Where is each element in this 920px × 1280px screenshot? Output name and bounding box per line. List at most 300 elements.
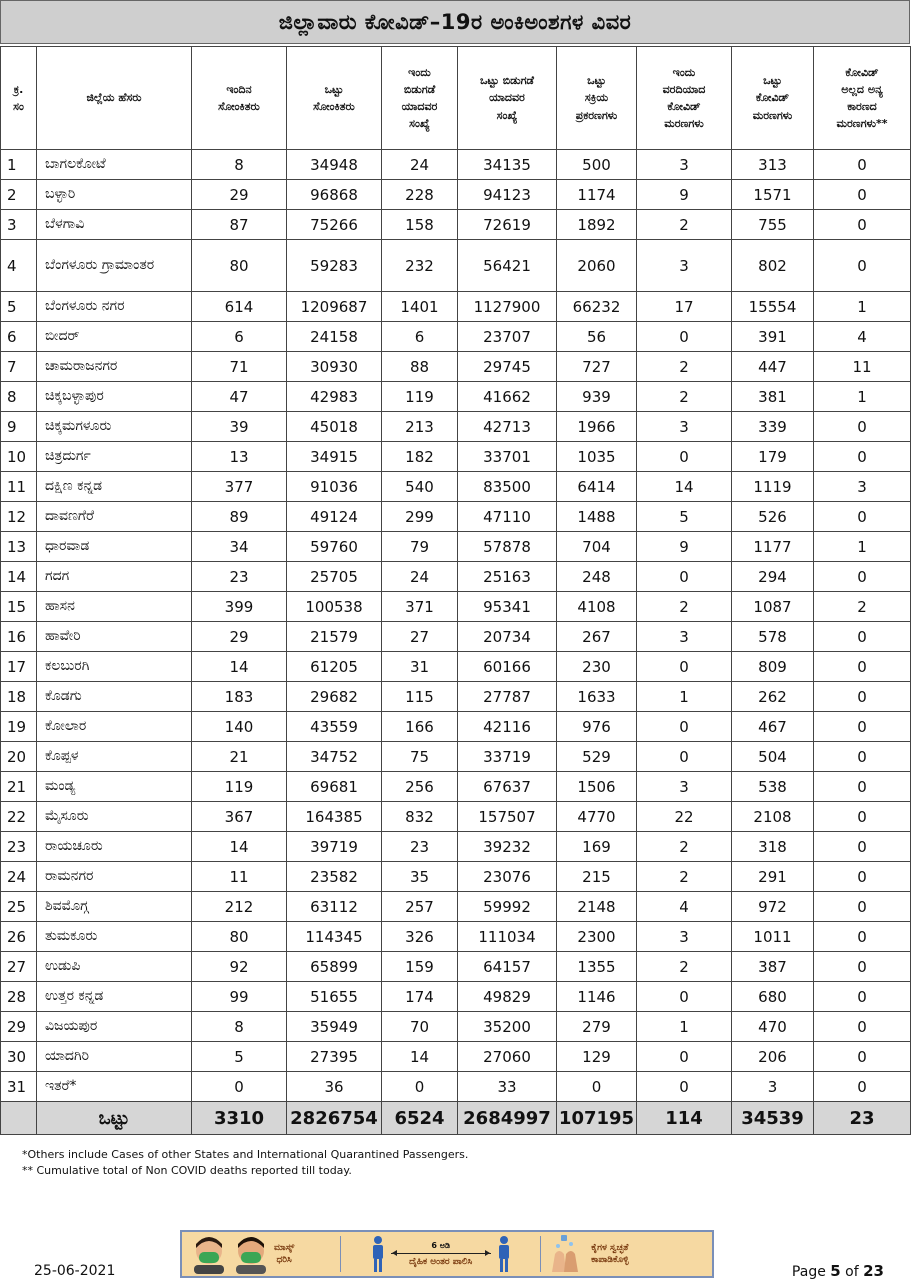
cell-total-discharged: 72619 <box>458 210 557 240</box>
cell-total-deaths: 318 <box>732 832 814 862</box>
person-icon <box>371 1235 385 1273</box>
header-line: ಇಂದು <box>672 65 696 79</box>
cell-today-cases: 89 <box>192 502 287 532</box>
cell-total-discharged: 27060 <box>458 1042 557 1072</box>
cell-district-name: ರಾಮನಗರ <box>37 862 192 892</box>
cell-serial: 31 <box>1 1072 37 1102</box>
cell-total-discharged: 47110 <box>458 502 557 532</box>
totals-label: ಒಟ್ಟು <box>37 1102 192 1135</box>
cell-today-cases: 13 <box>192 442 287 472</box>
cell-total-discharged: 29745 <box>458 352 557 382</box>
masked-face-icon-2 <box>232 1234 270 1274</box>
cell-total-cases: 45018 <box>287 412 382 442</box>
cell-total-cases: 23582 <box>287 862 382 892</box>
cell-today-deaths: 5 <box>637 502 732 532</box>
cell-district-name: ಚಿತ್ರದುರ್ಗ <box>37 442 192 472</box>
cell-total-discharged: 67637 <box>458 772 557 802</box>
cell-today-deaths: 2 <box>637 862 732 892</box>
cell-non-covid-deaths: 3 <box>814 472 911 502</box>
cell-district-name: ಮಂಡ್ಯ <box>37 772 192 802</box>
cell-active-cases: 1146 <box>557 982 637 1012</box>
cell-non-covid-deaths: 0 <box>814 562 911 592</box>
cell-total-discharged: 64157 <box>458 952 557 982</box>
total-today-deaths: 114 <box>637 1102 732 1135</box>
cell-district-name: ಬಾಗಲಕೋಟೆ <box>37 150 192 180</box>
table-row <box>1 382 911 412</box>
header-today-cases <box>192 47 287 150</box>
cell-non-covid-deaths: 0 <box>814 240 911 292</box>
cell-today-discharged: 213 <box>382 412 458 442</box>
cell-total-cases: 42983 <box>287 382 382 412</box>
header-line: ಪ್ರಕರಣಗಳು <box>575 108 618 122</box>
cell-today-deaths: 0 <box>637 982 732 1012</box>
cell-today-discharged: 24 <box>382 150 458 180</box>
cell-total-deaths: 391 <box>732 322 814 352</box>
cell-today-discharged: 326 <box>382 922 458 952</box>
total-total-discharged: 2684997 <box>458 1102 557 1135</box>
cell-serial: 19 <box>1 712 37 742</box>
cell-serial: 16 <box>1 622 37 652</box>
cell-district-name: ಬೆಂಗಳೂರು ಗ್ರಾಮಾಂತರ <box>37 240 192 292</box>
cell-total-cases: 34915 <box>287 442 382 472</box>
cell-total-deaths: 578 <box>732 622 814 652</box>
cell-today-cases: 99 <box>192 982 287 1012</box>
cell-serial: 21 <box>1 772 37 802</box>
page-number: Page 5 of 23 <box>791 1262 884 1280</box>
cell-district-name: ಚಿಕ್ಕಬಳ್ಳಾಪುರ <box>37 382 192 412</box>
cell-today-discharged: 6 <box>382 322 458 352</box>
cell-active-cases: 1633 <box>557 682 637 712</box>
cell-total-discharged: 94123 <box>458 180 557 210</box>
cell-today-discharged: 75 <box>382 742 458 772</box>
cell-today-cases: 367 <box>192 802 287 832</box>
cell-today-deaths: 2 <box>637 382 732 412</box>
cell-non-covid-deaths: 1 <box>814 532 911 562</box>
distance-section <box>341 1232 540 1276</box>
cell-active-cases: 1174 <box>557 180 637 210</box>
cell-today-deaths: 3 <box>637 622 732 652</box>
cell-district-name: ಹಾಸನ <box>37 592 192 622</box>
cell-total-deaths: 467 <box>732 712 814 742</box>
header-line: ಅಲ್ಲದ ಅನ್ಯ <box>841 82 883 96</box>
cell-non-covid-deaths: 0 <box>814 742 911 772</box>
cell-today-discharged: 228 <box>382 180 458 210</box>
cell-total-deaths: 294 <box>732 562 814 592</box>
cell-today-deaths: 2 <box>637 952 732 982</box>
header-line: ಕೋವಿಡ್ <box>845 65 879 79</box>
masked-face-icon <box>190 1234 228 1274</box>
cell-serial: 18 <box>1 682 37 712</box>
cell-total-discharged: 25163 <box>458 562 557 592</box>
cell-active-cases: 129 <box>557 1042 637 1072</box>
cell-active-cases: 727 <box>557 352 637 382</box>
cell-today-deaths: 3 <box>637 150 732 180</box>
cell-today-deaths: 0 <box>637 712 732 742</box>
table-row <box>1 652 911 682</box>
cell-today-deaths: 1 <box>637 682 732 712</box>
cell-today-cases: 6 <box>192 322 287 352</box>
cell-total-cases: 35949 <box>287 1012 382 1042</box>
header-line: ಇಂದಿನ <box>226 82 252 96</box>
double-arrow-icon <box>391 1253 491 1254</box>
cell-serial: 15 <box>1 592 37 622</box>
cell-total-cases: 114345 <box>287 922 382 952</box>
cell-active-cases: 1892 <box>557 210 637 240</box>
cell-serial: 3 <box>1 210 37 240</box>
cell-total-cases: 1209687 <box>287 292 382 322</box>
header-line: ಮರಣಗಳು <box>664 117 704 131</box>
mask-section <box>182 1232 340 1276</box>
cell-today-cases: 34 <box>192 532 287 562</box>
cell-non-covid-deaths: 1 <box>814 292 911 322</box>
header-line: ಸಂಖ್ಯೆ <box>409 117 430 131</box>
cell-total-cases: 61205 <box>287 652 382 682</box>
total-total-cases: 2826754 <box>287 1102 382 1135</box>
cell-serial: 9 <box>1 412 37 442</box>
table-row <box>1 292 911 322</box>
cell-total-discharged: 23076 <box>458 862 557 892</box>
cell-today-deaths: 3 <box>637 240 732 292</box>
cell-active-cases: 4770 <box>557 802 637 832</box>
header-line: ಒಟ್ಟು <box>587 74 606 88</box>
cell-serial: 25 <box>1 892 37 922</box>
cell-total-deaths: 972 <box>732 892 814 922</box>
cell-district-name: ಯಾದಗಿರಿ <box>37 1042 192 1072</box>
cell-active-cases: 1966 <box>557 412 637 442</box>
total-today-cases: 3310 <box>192 1102 287 1135</box>
cell-district-name: ಚಿಕ್ಕಮಗಳೂರು <box>37 412 192 442</box>
table-row <box>1 472 911 502</box>
cell-today-cases: 0 <box>192 1072 287 1102</box>
cell-today-discharged: 182 <box>382 442 458 472</box>
table-row <box>1 412 911 442</box>
cell-today-cases: 71 <box>192 352 287 382</box>
cell-district-name: ಉತ್ತರ ಕನ್ನಡ <box>37 982 192 1012</box>
cell-total-deaths: 1087 <box>732 592 814 622</box>
cell-today-cases: 92 <box>192 952 287 982</box>
cell-total-discharged: 33719 <box>458 742 557 772</box>
cell-total-discharged: 20734 <box>458 622 557 652</box>
table-row <box>1 442 911 472</box>
table-row <box>1 802 911 832</box>
cell-serial: 11 <box>1 472 37 502</box>
header-line: ಕ್ರ. <box>13 82 24 96</box>
cell-today-discharged: 832 <box>382 802 458 832</box>
cell-district-name: ಶಿವಮೊಗ್ಗ <box>37 892 192 922</box>
cell-today-cases: 5 <box>192 1042 287 1072</box>
distance-text: ದೈಹಿಕ ಅಂತರ ಪಾಲಿಸಿ <box>409 1256 473 1267</box>
cell-total-cases: 49124 <box>287 502 382 532</box>
cell-today-discharged: 23 <box>382 832 458 862</box>
cell-district-name: ಗದಗ <box>37 562 192 592</box>
cell-active-cases: 976 <box>557 712 637 742</box>
cell-today-discharged: 174 <box>382 982 458 1012</box>
cell-active-cases: 248 <box>557 562 637 592</box>
cell-today-deaths: 0 <box>637 1042 732 1072</box>
cell-total-discharged: 27787 <box>458 682 557 712</box>
cell-today-discharged: 24 <box>382 562 458 592</box>
table-row <box>1 682 911 712</box>
cell-active-cases: 279 <box>557 1012 637 1042</box>
cell-today-deaths: 2 <box>637 352 732 382</box>
cell-non-covid-deaths: 0 <box>814 442 911 472</box>
table-row <box>1 150 911 180</box>
header-line: ಒಟ್ಟು <box>763 74 782 88</box>
cell-district-name: ಬಳ್ಳಾರಿ <box>37 180 192 210</box>
cell-serial: 13 <box>1 532 37 562</box>
footnotes <box>22 1147 468 1179</box>
table-row <box>1 862 911 892</box>
cell-total-deaths: 809 <box>732 652 814 682</box>
cell-serial: 17 <box>1 652 37 682</box>
cell-total-deaths: 387 <box>732 952 814 982</box>
cell-total-cases: 43559 <box>287 712 382 742</box>
table-row <box>1 180 911 210</box>
table-row <box>1 1042 911 1072</box>
cell-today-cases: 14 <box>192 832 287 862</box>
cell-today-discharged: 159 <box>382 952 458 982</box>
cell-today-discharged: 158 <box>382 210 458 240</box>
cell-today-cases: 39 <box>192 412 287 442</box>
cell-non-covid-deaths: 11 <box>814 352 911 382</box>
cell-serial: 14 <box>1 562 37 592</box>
cell-today-deaths: 1 <box>637 1012 732 1042</box>
cell-total-discharged: 83500 <box>458 472 557 502</box>
cell-today-deaths: 22 <box>637 802 732 832</box>
cell-today-cases: 140 <box>192 712 287 742</box>
cell-district-name: ವಿಜಯಪುರ <box>37 1012 192 1042</box>
table-row <box>1 532 911 562</box>
cell-serial: 10 <box>1 442 37 472</box>
cell-total-discharged: 33701 <box>458 442 557 472</box>
cell-today-cases: 399 <box>192 592 287 622</box>
cell-today-discharged: 119 <box>382 382 458 412</box>
header-non-covid-deaths <box>814 47 911 150</box>
cell-active-cases: 169 <box>557 832 637 862</box>
cell-today-discharged: 0 <box>382 1072 458 1102</box>
table-row <box>1 1072 911 1102</box>
cell-total-cases: 21579 <box>287 622 382 652</box>
cell-today-cases: 23 <box>192 562 287 592</box>
table-row <box>1 982 911 1012</box>
cell-today-discharged: 257 <box>382 892 458 922</box>
cell-total-discharged: 111034 <box>458 922 557 952</box>
table-row <box>1 210 911 240</box>
table-body <box>1 150 911 1135</box>
header-line: ಒಟ್ಟು ಬಿಡುಗಡೆ <box>480 74 534 88</box>
cell-total-discharged: 1127900 <box>458 292 557 322</box>
cell-total-cases: 51655 <box>287 982 382 1012</box>
cell-today-discharged: 299 <box>382 502 458 532</box>
header-active-cases <box>557 47 637 150</box>
person-icon-2 <box>497 1235 511 1273</box>
cell-non-covid-deaths: 0 <box>814 210 911 240</box>
header-line: ಮರಣಗಳು <box>752 108 793 122</box>
cell-total-deaths: 680 <box>732 982 814 1012</box>
cell-total-cases: 100538 <box>287 592 382 622</box>
cell-district-name: ಕೊಪ್ಪಳ <box>37 742 192 772</box>
table-row <box>1 562 911 592</box>
cell-today-cases: 377 <box>192 472 287 502</box>
header-line: ಸೋಂಕಿತರು <box>313 100 355 113</box>
cell-total-cases: 164385 <box>287 802 382 832</box>
header-line: ಕಾರಣದ <box>847 100 877 113</box>
cell-serial: 12 <box>1 502 37 532</box>
table-row <box>1 240 911 292</box>
hand-wash-icon <box>547 1234 583 1274</box>
cell-today-deaths: 14 <box>637 472 732 502</box>
cell-non-covid-deaths: 0 <box>814 652 911 682</box>
cell-today-deaths: 3 <box>637 772 732 802</box>
header-line: ಸಂ <box>13 100 24 113</box>
cell-today-discharged: 371 <box>382 592 458 622</box>
cell-non-covid-deaths: 0 <box>814 622 911 652</box>
cell-total-discharged: 33 <box>458 1072 557 1102</box>
cell-total-discharged: 41662 <box>458 382 557 412</box>
cell-total-deaths: 262 <box>732 682 814 712</box>
cell-today-deaths: 0 <box>637 562 732 592</box>
cell-total-cases: 63112 <box>287 892 382 922</box>
cell-today-discharged: 70 <box>382 1012 458 1042</box>
cell-non-covid-deaths: 0 <box>814 772 911 802</box>
table-row <box>1 892 911 922</box>
cell-today-cases: 183 <box>192 682 287 712</box>
cell-serial: 22 <box>1 802 37 832</box>
cell-active-cases: 267 <box>557 622 637 652</box>
cell-today-discharged: 540 <box>382 472 458 502</box>
header-total-discharged <box>458 47 557 150</box>
cell-today-deaths: 3 <box>637 922 732 952</box>
cell-active-cases: 1355 <box>557 952 637 982</box>
cell-serial: 2 <box>1 180 37 210</box>
table-row <box>1 772 911 802</box>
cell-total-cases: 30930 <box>287 352 382 382</box>
cell-non-covid-deaths: 0 <box>814 502 911 532</box>
cell-serial: 7 <box>1 352 37 382</box>
table-row <box>1 1012 911 1042</box>
cell-active-cases: 2300 <box>557 922 637 952</box>
cell-total-deaths: 3 <box>732 1072 814 1102</box>
cell-serial: 27 <box>1 952 37 982</box>
cell-district-name: ರಾಯಚೂರು <box>37 832 192 862</box>
cell-total-discharged: 59992 <box>458 892 557 922</box>
cell-total-cases: 91036 <box>287 472 382 502</box>
cell-today-discharged: 166 <box>382 712 458 742</box>
cell-non-covid-deaths: 0 <box>814 412 911 442</box>
header-line: ಮರಣಗಳು** <box>836 117 888 131</box>
cell-total-deaths: 1177 <box>732 532 814 562</box>
cell-active-cases: 704 <box>557 532 637 562</box>
cell-district-name: ಧಾರವಾಡ <box>37 532 192 562</box>
cell-today-deaths: 0 <box>637 652 732 682</box>
cell-today-deaths: 2 <box>637 210 732 240</box>
cell-today-deaths: 17 <box>637 292 732 322</box>
cell-active-cases: 500 <box>557 150 637 180</box>
cell-serial: 26 <box>1 922 37 952</box>
table-header <box>1 47 911 150</box>
header-line: ವರದಿಯಾದ <box>662 82 706 96</box>
header-line: ಜಿಲ್ಲೆಯ ಹೆಸರು <box>86 91 142 105</box>
distance-value: 6 ಅಡಿ <box>431 1240 451 1250</box>
covid-appropriate-behaviour-banner <box>180 1230 714 1278</box>
total-today-discharged: 6524 <box>382 1102 458 1135</box>
cell-district-name: ಉಡುಪಿ <box>37 952 192 982</box>
cell-today-cases: 29 <box>192 622 287 652</box>
cell-district-name: ಹಾವೇರಿ <box>37 622 192 652</box>
header-serial <box>1 47 37 150</box>
cell-serial: 29 <box>1 1012 37 1042</box>
cell-non-covid-deaths: 0 <box>814 862 911 892</box>
cell-active-cases: 1488 <box>557 502 637 532</box>
district-covid-table <box>0 46 911 1135</box>
cell-total-cases: 36 <box>287 1072 382 1102</box>
cell-total-deaths: 206 <box>732 1042 814 1072</box>
header-line: ಯಾದವರ <box>489 91 525 105</box>
header-line: ಕೋವಿಡ್ <box>755 91 790 105</box>
cell-today-discharged: 31 <box>382 652 458 682</box>
cell-non-covid-deaths: 0 <box>814 712 911 742</box>
cell-today-discharged: 79 <box>382 532 458 562</box>
cell-total-cases: 75266 <box>287 210 382 240</box>
cell-today-cases: 87 <box>192 210 287 240</box>
cell-serial: 4 <box>1 240 37 292</box>
cell-total-deaths: 179 <box>732 442 814 472</box>
cell-total-cases: 59283 <box>287 240 382 292</box>
cell-district-name: ಬೆಳಗಾವಿ <box>37 210 192 240</box>
cell-total-discharged: 35200 <box>458 1012 557 1042</box>
cell-today-cases: 14 <box>192 652 287 682</box>
cell-active-cases: 6414 <box>557 472 637 502</box>
cell-serial: 8 <box>1 382 37 412</box>
table-row <box>1 742 911 772</box>
distance-indicator <box>391 1241 491 1268</box>
cell-total-deaths: 1571 <box>732 180 814 210</box>
cell-serial: 28 <box>1 982 37 1012</box>
cell-today-cases: 614 <box>192 292 287 322</box>
cell-total-cases: 65899 <box>287 952 382 982</box>
cell-today-cases: 80 <box>192 922 287 952</box>
cell-today-deaths: 9 <box>637 180 732 210</box>
cell-total-deaths: 538 <box>732 772 814 802</box>
cell-district-name: ಇತರೆ* <box>37 1072 192 1102</box>
table-row <box>1 502 911 532</box>
cell-total-discharged: 49829 <box>458 982 557 1012</box>
cell-non-covid-deaths: 2 <box>814 592 911 622</box>
cell-today-deaths: 3 <box>637 412 732 442</box>
cell-total-deaths: 15554 <box>732 292 814 322</box>
cell-today-cases: 21 <box>192 742 287 772</box>
cell-today-deaths: 0 <box>637 442 732 472</box>
header-line: ಸೋಂಕಿತರು <box>218 100 260 113</box>
table-row <box>1 922 911 952</box>
cell-total-cases: 27395 <box>287 1042 382 1072</box>
footnote-non-covid: ** Cumulative total of Non COVID deaths reported till today. <box>22 1164 352 1177</box>
cell-total-discharged: 42116 <box>458 712 557 742</box>
cell-today-discharged: 232 <box>382 240 458 292</box>
cell-total-deaths: 313 <box>732 150 814 180</box>
cell-serial: 23 <box>1 832 37 862</box>
cell-serial: 1 <box>1 150 37 180</box>
cell-total-cases: 24158 <box>287 322 382 352</box>
footnote-others: *Others include Cases of other States and International Quarantined Passengers. <box>22 1148 469 1161</box>
cell-today-cases: 212 <box>192 892 287 922</box>
cell-today-discharged: 14 <box>382 1042 458 1072</box>
cell-total-cases: 29682 <box>287 682 382 712</box>
header-line: ಬಿಡುಗಡೆ <box>403 82 436 96</box>
hand-wash-section <box>541 1232 712 1276</box>
cell-total-cases: 69681 <box>287 772 382 802</box>
cell-serial: 30 <box>1 1042 37 1072</box>
